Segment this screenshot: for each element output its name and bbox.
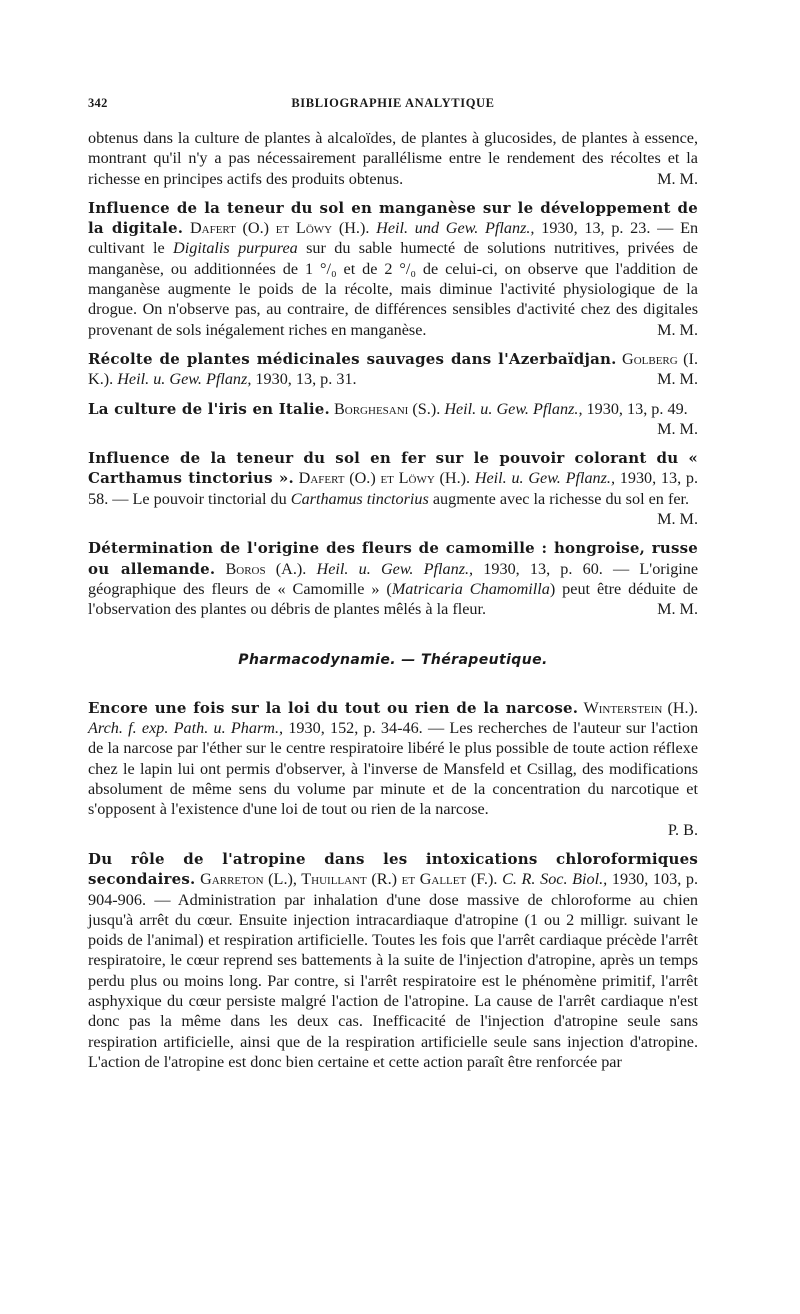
entry-body-rest: sur du sable humecté de solutions nutritives, privées de manganèse, ou additionnées de 1 °/₀ et de 2 °/₀ de celui-ci, on observe que l'addition de manganèse augmente le poids de la récolte, mais diminue l'activité physiologique de la drogue. On n'observe pas, au contraire, de différences sensibles d'activité chez des digitales provenant de sols inégalement riches en manganèse. xyxy=(88,239,698,339)
entry-body-italic: Carthamus tinctorius xyxy=(290,489,429,508)
abstract-entry xyxy=(88,349,698,390)
entry-title: Influence de la teneur du sol en fer sur le pouvoir colorant du « Carthamus tinctorius ». xyxy=(88,449,698,488)
entry-body: — L'origine géographique des fleurs de « Camomille » ( xyxy=(88,559,699,598)
entry-reference: 1930, 103, p. 904-906. xyxy=(88,870,699,909)
entry-journal: Arch. f. exp. Path. u. Pharm., xyxy=(88,719,284,738)
entry-authors: Winterstein (H.). xyxy=(583,698,699,717)
entry-journal: Heil. und Gew. Pflanz., xyxy=(376,219,535,238)
entry-journal: Heil. u. Gew. Pflanz, xyxy=(117,370,252,389)
entry-journal: Heil. u. Gew. Pflanz., xyxy=(316,559,474,578)
entry-authors: Borghesani (S.). xyxy=(333,399,441,418)
running-header xyxy=(88,96,698,116)
entry-body: — Administration par inhalation d'une dose massive de chloroforme au chien jusqu'à arrêt du cœur. Ensuite injection intracardiaque d'atropine (1 ou 2 milligr. suivant le poids de l'animal) et respiration artificielle. Toutes les fois que l'arrêt cardiaque précède l'arrêt respiratoire, le cœur reprend ses battements à la suite de l'injection d'atropine, après un temps perdu plus ou moins long. Par contre, si l'arrêt respiratoire est le phénomène primitif, l'arrêt asphyxique du cœur persiste malgré l'action de l'atropine. La cause de l'arrêt cardiaque n'est donc pas la même dans les deux cas. Inefficacité de l'injection d'atropine seule sans respiration artificielle, ainsi que de la respiration artificielle seule sans injection d'atropine. L'action de l'atropine est donc bien certaine et cette action paraît être renforcée par xyxy=(88,890,699,1071)
signature: M. M. xyxy=(657,510,698,529)
entry-title: La culture de l'iris en Italie. xyxy=(88,399,330,418)
entry-reference: 1930, 13, p. 58. xyxy=(88,469,699,508)
entry-authors: Golberg (I. K.). xyxy=(88,349,698,389)
page-body xyxy=(88,128,698,1072)
entry-title: Détermination de l'origine des fleurs de camomille : hongroise, russe ou allemande. xyxy=(88,539,698,578)
entry-reference: 1930, 13, p. 31. xyxy=(255,370,357,389)
section-heading: Pharmacodynamie. — Thérapeutique. xyxy=(238,651,548,668)
entry-reference: 1930, 13, p. 60. xyxy=(483,559,603,578)
page-number: 342 xyxy=(88,96,108,110)
entry-title: Influence de la teneur du sol en manganèse sur le développement de la digitale. xyxy=(88,198,698,238)
entry-authors: Boros (A.). xyxy=(225,559,307,578)
signature: M. M. xyxy=(657,169,698,188)
entry-journal: C. R. Soc. Biol., xyxy=(502,870,608,889)
entry-body: — Le pouvoir tinctorial du xyxy=(112,489,291,508)
entry-reference: 1930, 13, p. 23. xyxy=(541,219,651,238)
abstract-entry xyxy=(88,448,699,529)
entry-body-rest: ) peut être déduite de l'observation des plantes ou débris de plantes mêlés à la fleur. xyxy=(88,579,698,619)
abstract-entry xyxy=(88,698,698,820)
entry-authors: Garreton (L.), Thuillant (R.) et Gallet (F.). xyxy=(200,870,498,889)
signature: M. M. xyxy=(657,419,698,438)
entry-body: — En cultivant le xyxy=(88,219,699,258)
intro-paragraph xyxy=(88,128,698,189)
entry-title: Récolte de plantes médicinales sauvages dans l'Azerbaïdjan. xyxy=(88,349,617,368)
running-title: BIBLIOGRAPHIE ANALYTIQUE xyxy=(291,96,495,110)
entry-journal: Heil. u. Gew. Pflanz., xyxy=(474,469,616,488)
abstract-entry xyxy=(88,399,698,438)
entry-body-italic: Digitalis purpurea xyxy=(173,239,298,258)
signature: P. B. xyxy=(667,820,698,839)
signature: M. M. xyxy=(657,370,698,389)
entry-authors: Dafert (O.) et Löwy (H.). xyxy=(189,219,370,238)
entry-title: Encore une fois sur la loi du tout ou rien de la narcose. xyxy=(88,698,579,717)
entry-reference: 1930, 152, p. 34-46. xyxy=(288,719,423,738)
abstract-entry xyxy=(88,198,698,340)
signature: M. M. xyxy=(657,320,698,339)
entry-reference: 1930, 13, p. 49. xyxy=(586,399,688,418)
abstract-entry xyxy=(88,849,698,1072)
signature: M. M. xyxy=(657,600,698,619)
entry-body-italic: Matricaria Chamomilla xyxy=(391,579,550,598)
entry-authors: Dafert (O.) et Löwy (H.). xyxy=(298,469,471,488)
abstract-entry xyxy=(88,538,698,619)
entry-body: — Les recherches de l'auteur sur l'action de la narcose par l'éther sur le centre respiratoire libéré le plus possible de toute action réflexe chez le lapin lui ont permis d'observer, à l'inverse de Mansfeld et Csillag, des modifications absolument de même sens du volume par minute et de la concentration du narcotique et s'opposent à l'existence d'une loi de tout ou rien de la narcose. xyxy=(88,719,699,819)
entry-body-rest: augmente avec la richesse du sol en fer. xyxy=(428,489,690,508)
intro-text: obtenus dans la culture de plantes à alcaloïdes, de plantes à glucosides, de plantes à essence, montrant qu'il n'y a pas nécessairement parallélisme entre le rendement des récoltes et la richesse en principes actifs des produits obtenus. xyxy=(88,129,698,188)
entry-journal: Heil. u. Gew. Pflanz., xyxy=(444,399,583,418)
entry-title: Du rôle de l'atropine dans les intoxications chloroformiques secondaires. xyxy=(88,849,698,889)
